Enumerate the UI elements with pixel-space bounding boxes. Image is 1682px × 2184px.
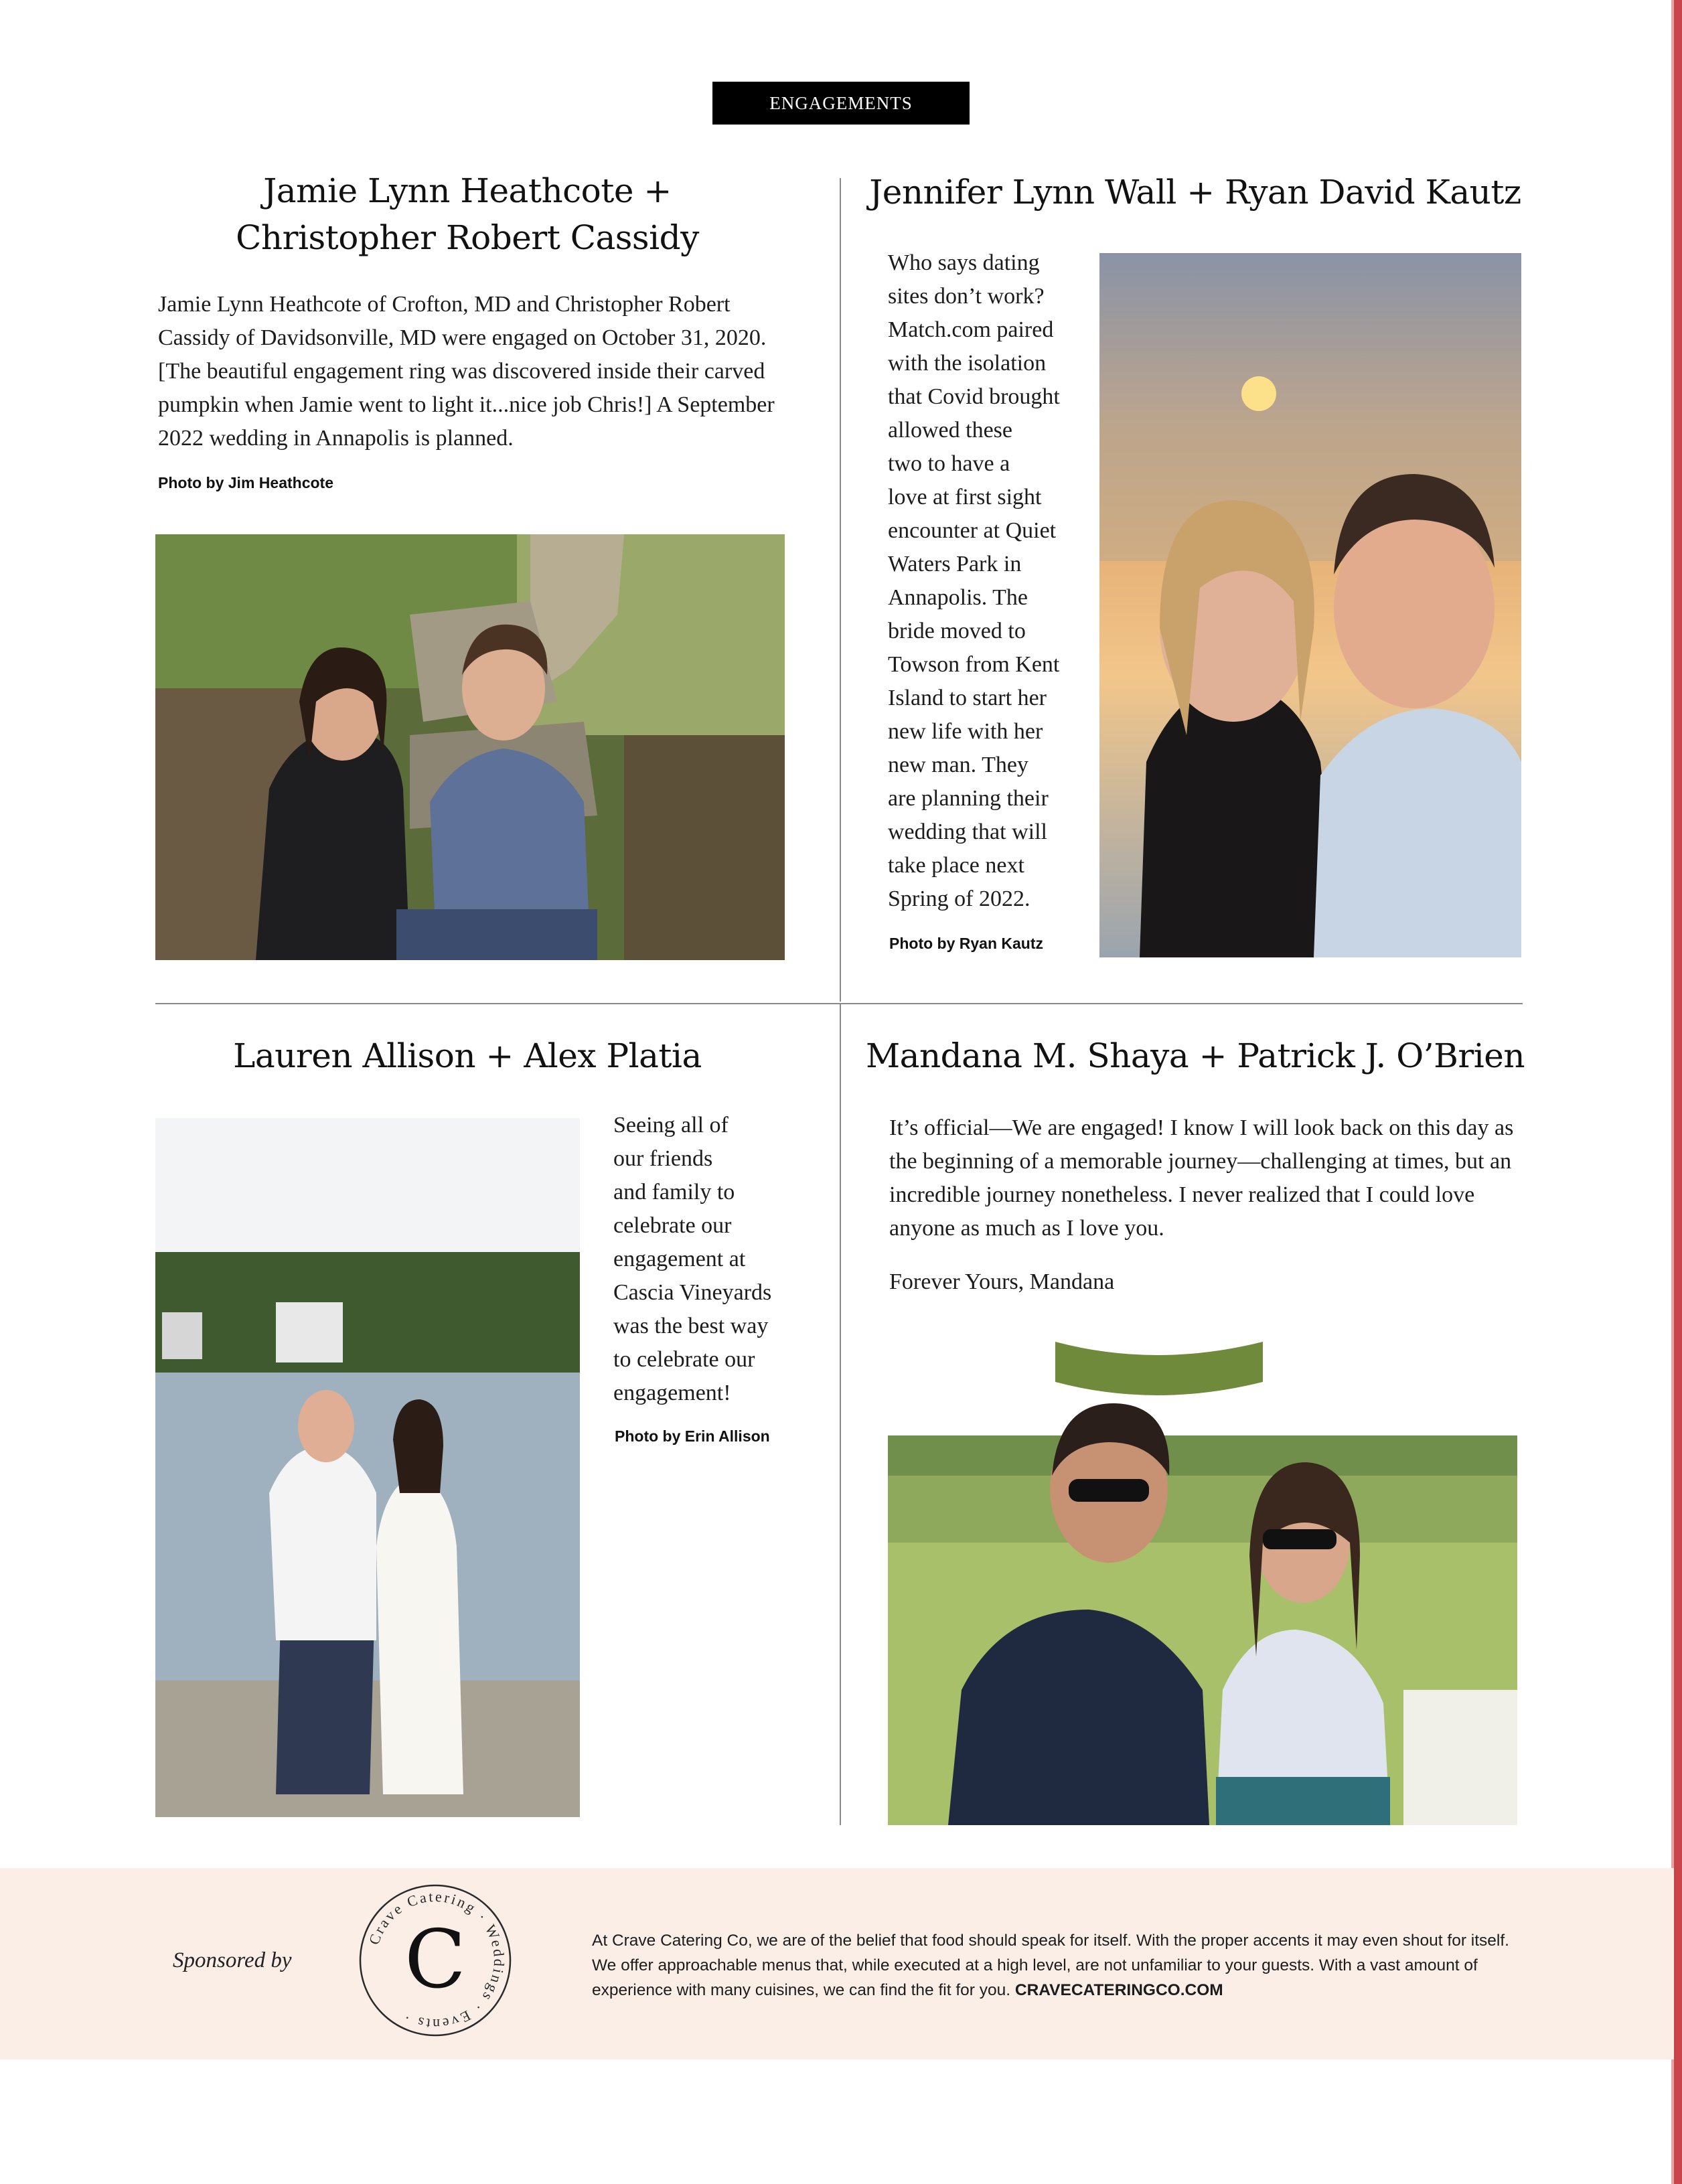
- logo-ring-text: Crave Catering · Weddings · Events ·: [365, 1887, 508, 2033]
- couple-3-body-line: Cascia Vineyards: [613, 1280, 772, 1305]
- couple-2-body-line: are planning their: [888, 786, 1049, 811]
- couple-3-body-line: Seeing all of: [613, 1113, 729, 1138]
- couple-2-body: [888, 246, 1089, 916]
- sponsored-by-label: Sponsored by: [173, 1948, 292, 1972]
- couple-2-body-line: love at first sight: [888, 485, 1042, 510]
- couple-3-photo: [155, 1118, 580, 1817]
- couple-2-body-line: bride moved to: [888, 619, 1026, 643]
- couple-2-body-line: wedding that will: [888, 820, 1047, 844]
- couple-2-body-line: Spring of 2022.: [888, 886, 1030, 911]
- couple-4-body: It’s official—We are engaged! I know I will look back on this day as the beginning of a memorable journey—challenging at times, but an incredible journey nonetheless. I never realized that I could love anyone as much as I love you.: [889, 1115, 1514, 1241]
- couple-3-photo-credit: Photo by Erin Allison: [615, 1427, 770, 1445]
- couple-3-heading: Lauren Allison + Alex Platia: [233, 1036, 702, 1075]
- couple-2-body-line: Annapolis. The: [888, 585, 1028, 610]
- couple-1-heading-line1: Jamie Lynn Heathcote +: [263, 171, 672, 210]
- couple-1-heading: [155, 167, 779, 261]
- sponsor-url-link[interactable]: CRAVECATERINGCO.COM: [1014, 1981, 1223, 1999]
- column-divider-bottom: [840, 1004, 841, 1825]
- page-edge-bar: [1674, 0, 1682, 2184]
- couple-3-body: [613, 1109, 814, 1410]
- couple-2-body-line: with the isolation: [888, 351, 1047, 376]
- couple-3-body-line: to celebrate our: [613, 1347, 755, 1372]
- couple-2-body-line: allowed these: [888, 418, 1012, 443]
- crave-catering-logo: [355, 1880, 516, 2041]
- couple-2-body-line: new life with her: [888, 719, 1043, 744]
- couple-2-heading: Jennifer Lynn Wall + Ryan David Kautz: [869, 173, 1521, 212]
- couple-2-body-line: Match.com paired: [888, 317, 1054, 342]
- couple-2-photo: [1099, 253, 1521, 957]
- couple-2-body-line: take place next: [888, 853, 1024, 878]
- section-tag: ENGAGEMENTS: [712, 82, 970, 125]
- couple-2-body-line: encounter at Quiet: [888, 518, 1057, 543]
- couple-2-body-line: Waters Park in: [888, 552, 1022, 576]
- couple-2-body-line: sites don’t work?: [888, 284, 1045, 309]
- page-edge-highlight: [1671, 0, 1674, 2184]
- couple-3-body-line: and family to: [613, 1180, 735, 1204]
- couple-2-body-line: Towson from Kent: [888, 652, 1060, 677]
- couple-4-heading: Mandana M. Shaya + Patrick J. O’Brien: [865, 1036, 1525, 1075]
- couple-1-body: Jamie Lynn Heathcote of Crofton, MD and Christopher Robert Cassidy of Davidsonville, MD were engaged on October 31, 2020. [The beautiful engagement ring was discovered inside their carved pumpkin when Jamie went to light it...nice job Chris!] A September 2022 wedding in Annapolis is planned.: [158, 292, 775, 451]
- couple-2-body-line: two to have a: [888, 451, 1010, 476]
- row-divider: [155, 1003, 1523, 1004]
- logo-letter: C: [404, 1914, 466, 2007]
- couple-2-body-line: new man. They: [888, 753, 1028, 777]
- sponsor-description: [592, 1928, 1516, 2003]
- couple-4-signoff: Forever Yours, Mandana: [889, 1269, 1115, 1294]
- couple-4-photo: [888, 1342, 1517, 1825]
- couple-2-body-line: Island to start her: [888, 686, 1047, 710]
- couple-2-body-line: that Covid brought: [888, 384, 1060, 409]
- couple-1-photo-credit: Photo by Jim Heathcote: [158, 474, 333, 491]
- couple-3-body-line: our friends: [613, 1146, 713, 1171]
- sponsor-description-text: At Crave Catering Co, we are of the belief that food should speak for itself. With the proper accents it may even shout for itself. We offer approachable menus that, while executed at a high level, are not unfamiliar to your guests. With a vast amount of experience with many cuisines, we can find the fit for you.: [592, 1932, 1509, 1999]
- couple-2-photo-credit: Photo by Ryan Kautz: [889, 935, 1044, 952]
- couple-3-body-line: engagement at: [613, 1247, 746, 1271]
- couple-3-body-line: celebrate our: [613, 1213, 732, 1238]
- couple-1-photo: [155, 534, 785, 960]
- column-divider-top: [840, 178, 841, 1002]
- couple-3-body-line: was the best way: [613, 1314, 769, 1338]
- couple-3-body-line: engagement!: [613, 1381, 731, 1405]
- couple-2-body-line: Who says dating: [888, 250, 1040, 275]
- couple-1-heading-line2: Christopher Robert Cassidy: [236, 218, 699, 257]
